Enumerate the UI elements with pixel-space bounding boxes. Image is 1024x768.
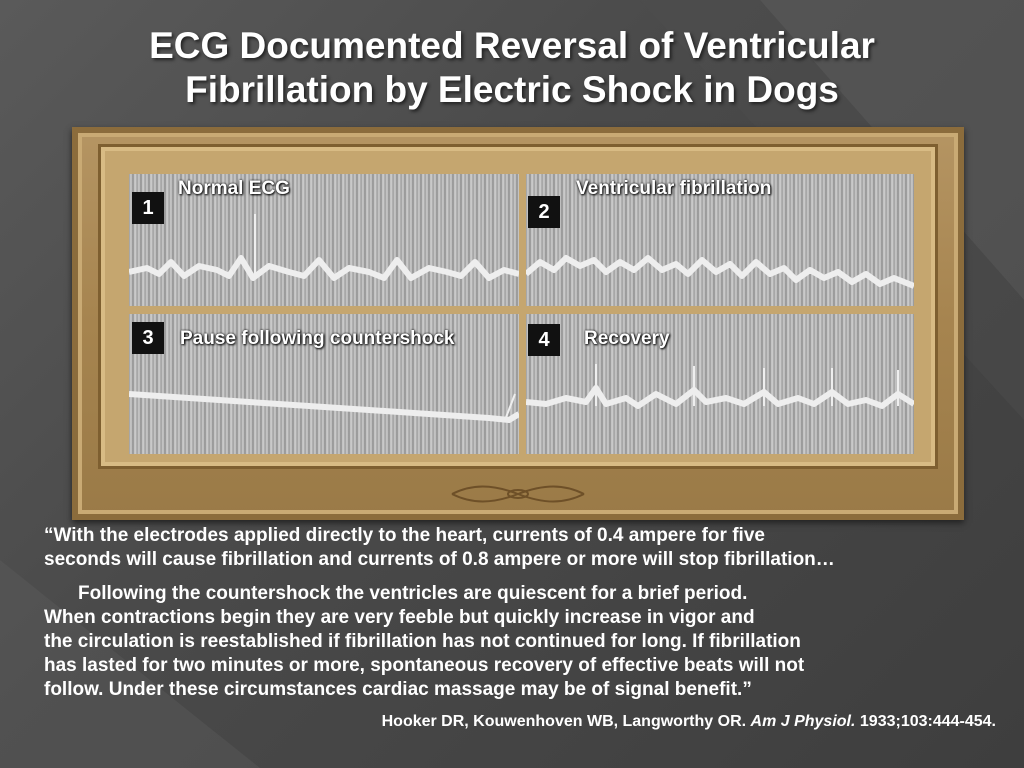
panel-number-4: 4 [528, 324, 560, 356]
panel-label-2: Ventricular fibrillation [576, 178, 772, 199]
citation-journal: Am J Physiol. [750, 713, 856, 730]
quote-line-5: the circulation is reestablished if fibrillation has not continued for long. If fibrillation [44, 631, 801, 652]
quote-line-7: follow. Under these circumstances cardiac massage may be of signal benefit.” [44, 679, 752, 700]
frame-ornament [72, 482, 964, 506]
ecg-picture-frame [72, 127, 964, 520]
panel-number-1: 1 [132, 192, 164, 224]
panel-label-4: Recovery [584, 328, 670, 349]
title-line-1: ECG Documented Reversal of Ventricular [149, 25, 875, 66]
quote-line-2: seconds will cause fibrillation and currents of 0.8 ampere or more will stop fibrillation… [44, 549, 835, 570]
quote-line-4: When contractions begin they are very feeble but quickly increase in vigor and [44, 607, 755, 628]
quote-line-1: “With the electrodes applied directly to the heart, currents of 0.4 ampere for five [44, 525, 765, 546]
panel-label-3: Pause following countershock [180, 328, 455, 349]
title-line-2: Fibrillation by Electric Shock in Dogs [185, 69, 839, 110]
ecg-image-area [98, 144, 938, 469]
citation-details: 1933;103:444-454. [859, 713, 996, 730]
panel-number-3: 3 [132, 322, 164, 354]
panel-label-1: Normal ECG [178, 178, 290, 199]
slide-title [0, 24, 1024, 112]
quote-line-6: has lasted for two minutes or more, spontaneous recovery of effective beats will not [44, 655, 805, 676]
panel-number-2: 2 [528, 196, 560, 228]
quote-block [44, 524, 1004, 702]
quote-line-3: Following the countershock the ventricles are quiescent for a brief period. [78, 583, 748, 604]
citation-authors: Hooker DR, Kouwenhoven WB, Langworthy OR. [381, 713, 747, 730]
citation [0, 713, 996, 731]
